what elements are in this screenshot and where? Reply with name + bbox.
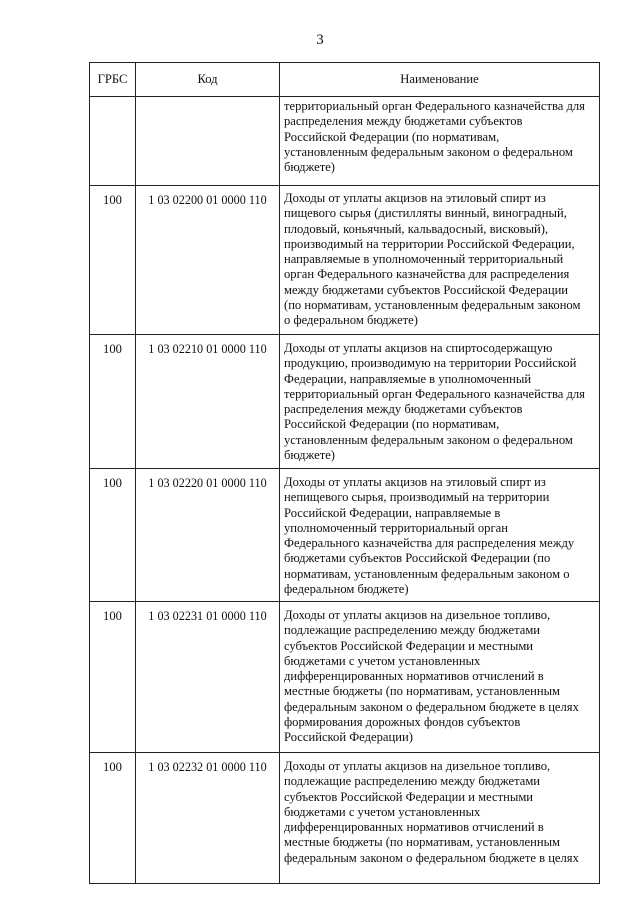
cell-grbs: 100: [90, 335, 136, 469]
revenue-codes-table: [89, 62, 600, 884]
page-number: 3: [316, 32, 324, 48]
table-header-row: [90, 63, 600, 97]
table-row: [90, 335, 600, 469]
cell-name-text: территориальный орган Федерального казначейства для распределения между бюджетами субъектов Российской Федерации (по нормативам, установленным федеральным законом о федеральном бюджете): [284, 99, 585, 175]
table-row: [90, 469, 600, 602]
cell-name-text: Доходы от уплаты акцизов на дизельное топливо, подлежащие распределению между бюджетами субъектов Российской Федерации и местными бюджетами с учетом установленных дифференцированных нормативов отчислений в местные бюджеты (по нормативам, установленным федеральным законом о федеральном бюджете в целях формирования дорожных фондов субъектов Российской Федерации): [284, 608, 579, 745]
table-row: [90, 753, 600, 884]
header-name: Наименование: [280, 63, 600, 97]
cell-kod: 1 03 02231 01 0000 110: [136, 602, 280, 753]
cell-name-text: Доходы от уплаты акцизов на дизельное топливо, подлежащие распределению между бюджетами субъектов Российской Федерации и местными бюджетами с учетом установленных дифференцированных нормативов отчислений в местные бюджеты (по нормативам, установленным федеральным законом о федеральном бюджете в целях: [284, 759, 579, 865]
cell-grbs: [90, 97, 136, 186]
table-row: [90, 186, 600, 335]
cell-kod: 1 03 02220 01 0000 110: [136, 469, 280, 602]
cell-name: [280, 186, 600, 335]
cell-name: [280, 753, 600, 884]
header-grbs: ГРБС: [90, 63, 136, 97]
table-row: [90, 97, 600, 186]
cell-grbs: 100: [90, 602, 136, 753]
cell-kod: 1 03 02200 01 0000 110: [136, 186, 280, 335]
table-row: [90, 602, 600, 753]
cell-name: [280, 469, 600, 602]
header-kod: Код: [136, 63, 280, 97]
cell-kod: 1 03 02232 01 0000 110: [136, 753, 280, 884]
cell-grbs: 100: [90, 753, 136, 884]
cell-kod: [136, 97, 280, 186]
cell-name-text: Доходы от уплаты акцизов на этиловый спирт из пищевого сырья (дистилляты винный, виноградный, плодовый, коньячный, кальвадосный, висковый), производимый на территории Российской Федерации, направляемые в уполномоченный территориальный орган Федерального казначейства для распределения между бюджетами субъектов Российской Федерации (по нормативам, установленным федеральным законом о федеральном бюджете): [284, 191, 581, 328]
cell-name: [280, 97, 600, 186]
cell-kod: 1 03 02210 01 0000 110: [136, 335, 280, 469]
cell-name: [280, 335, 600, 469]
cell-name-text: Доходы от уплаты акцизов на спиртосодержащую продукцию, производимую на территории Российской Федерации, направляемые в уполномоченный территориальный орган Федерального казначейства для распределения между бюджетами субъектов Российской Федерации (по нормативам, установленным федеральным законом о федеральном бюджете): [284, 341, 585, 463]
cell-grbs: 100: [90, 186, 136, 335]
cell-grbs: 100: [90, 469, 136, 602]
cell-name-text: Доходы от уплаты акцизов на этиловый спирт из непищевого сырья, производимый на территории Российской Федерации, направляемые в уполномоченный территориальный орган Федерального казначейства для распределения между бюджетами субъектов Российской Федерации (по нормативам, установленным федеральным законом о федеральном бюджете): [284, 475, 575, 597]
cell-name: [280, 602, 600, 753]
